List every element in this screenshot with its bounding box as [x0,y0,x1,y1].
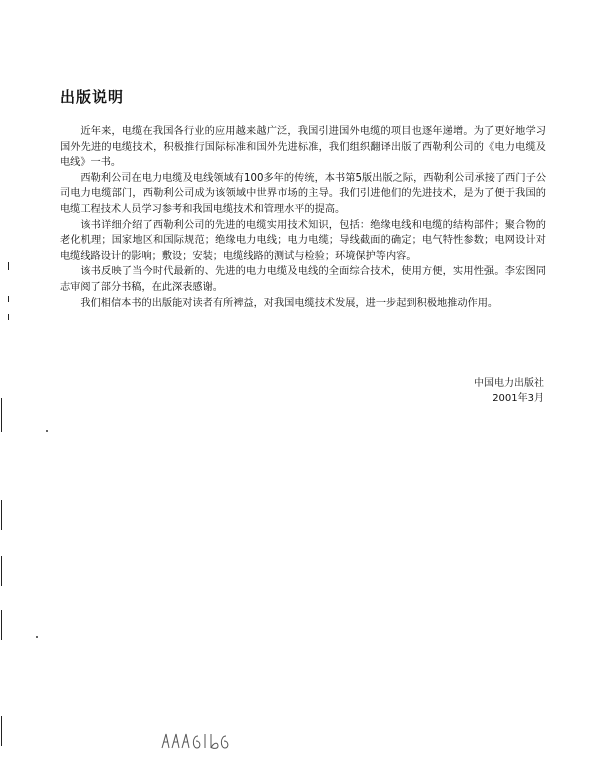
publish-date: 2001年3月 [492,393,544,404]
scan-margin-mark [8,296,9,302]
scan-margin-mark [1,716,2,746]
paragraph-contents: 该书详细介绍了西勒利公司的先进的电缆实用技术知识，包括：绝缘电线和电缆的结构部件；聚合物的老化机理；国家地区和国际规范；绝缘电力电线；电力电缆；导线截面的确定；电气特性参数；电网设计对电缆线路设计的影响；敷设；安装；电缆线路的测试与检验；环境保护等内容。 [60,219,546,262]
scan-margin-mark [1,500,2,530]
paragraph-intro: 近年来，电缆在我国各行业的应用越来越广泛，我国引进国外电缆的项目也逐年递增。为了更好地学习国外先进的电缆技术，积极推行国际标准和国外先进标准，我们组织翻译出版了西勒利公司的《电力电缆及电线》一书。 [60,126,546,169]
scan-margin-mark [1,556,2,586]
page-title: 出版说明 [60,88,125,106]
scan-margin-mark [8,262,9,270]
publisher-name: 中国电力出版社 [474,378,544,389]
paragraph-company: 西勒利公司在电力电缆及电线领域有100多年的传统，本书第5版出版之际，西勒利公司承接了西门子公司电力电缆部门，西勒利公司成为该领域中世界市场的主导。我们引进他们的先进技术，是为了便于我国的电缆工程技术人员学习参考和我国电缆技术和管理水平的提高。 [60,172,546,215]
paragraph-closing: 我们相信本书的出版能对读者有所裨益，对我国电缆技术发展，进一步起到积极地推动作用。 [80,297,499,309]
scan-dot [46,430,48,432]
body-text [60,124,546,311]
scan-margin-mark [1,398,2,432]
handwritten-note [158,728,268,754]
scan-dot [36,636,38,638]
signature-block [474,376,544,406]
scan-margin-mark [1,610,2,640]
paragraph-features: 该书反映了当今时代最新的、先进的电力电缆及电线的全面综合技术，使用方便，实用性强。李宏图同志审阅了部分书稿，在此深表感谢。 [60,266,546,293]
scan-margin-mark [8,314,9,320]
